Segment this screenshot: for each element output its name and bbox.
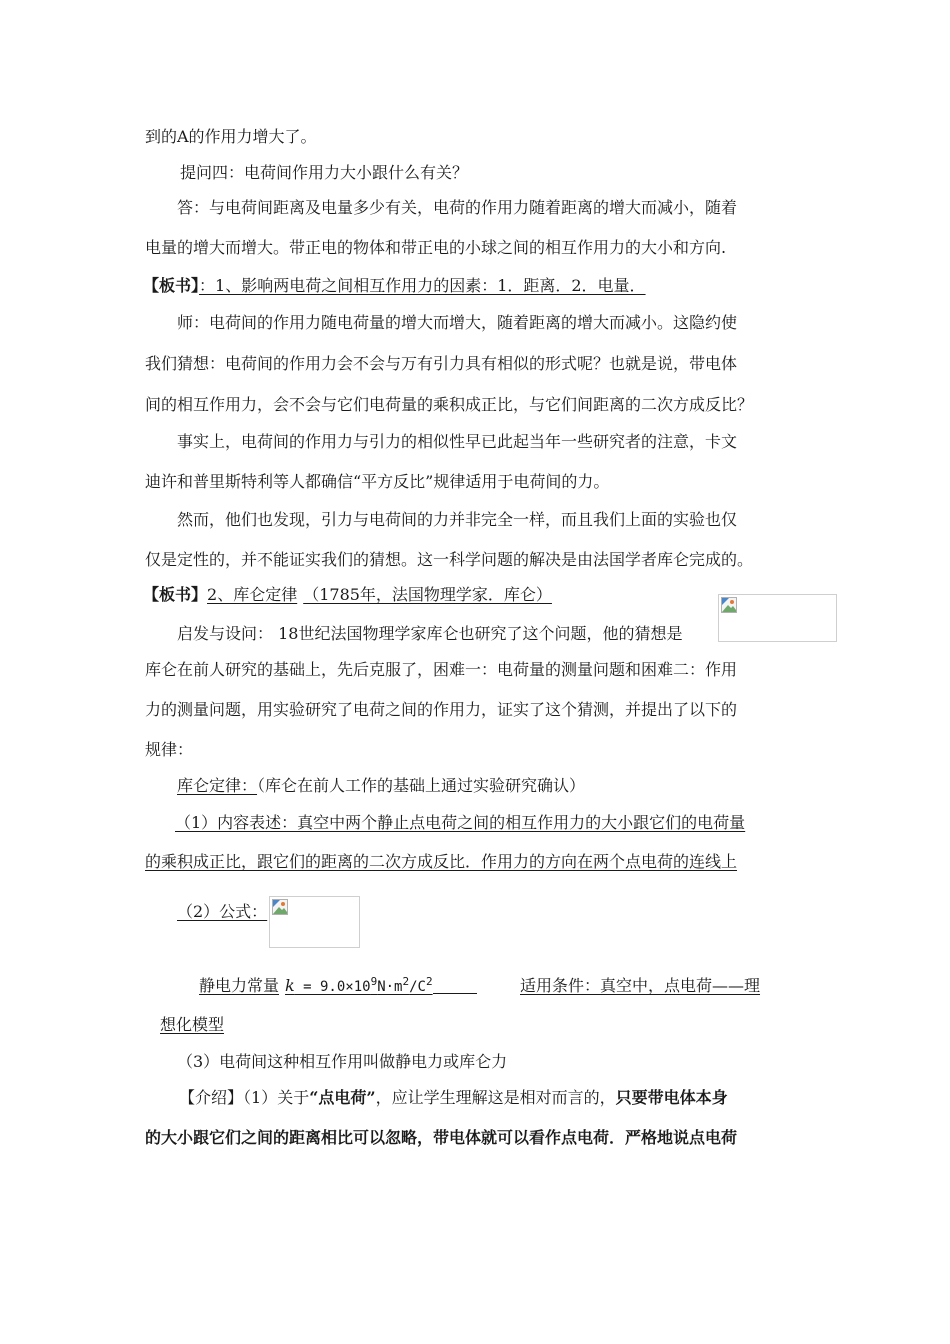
underline-blank bbox=[433, 978, 477, 994]
paragraph-line: 启发与设问： 18世纪法国物理学家库仑也研究了这个问题，他的猜想是 bbox=[177, 624, 683, 643]
formula-image-placeholder bbox=[269, 896, 360, 948]
introduction-line: 【介绍】（1）关于“点电荷”，应让学生理解这是相对而言的，只要带电体本身 bbox=[179, 1088, 728, 1107]
paragraph-line: 我们猜想：电荷间的作用力会不会与万有引力具有相似的形式呢？也就是说，带电体 bbox=[145, 354, 738, 373]
blackboard-tag: 【板书】 bbox=[143, 585, 208, 604]
blackboard-note-1 bbox=[143, 276, 646, 296]
answer-line: 电量的增大而增大。带正电的物体和带正电的小球之间的相互作用力的大小和方向. bbox=[145, 238, 727, 257]
coulomb-note: （1785年，法国物理学家．库仑） bbox=[303, 585, 552, 604]
constant-label: 静电力常量 bbox=[199, 976, 280, 995]
introduction-line-bold: 的大小跟它们之间的距离相比可以忽略，带电体就可以看作点电荷．严格地说点电荷 bbox=[145, 1128, 738, 1147]
image-placeholder bbox=[718, 594, 837, 642]
law-content: 的乘积成正比，跟它们的距离的二次方成反比．作用力的方向在两个点电荷的连线上 bbox=[145, 852, 738, 871]
formula-label: （2）公式： bbox=[177, 902, 268, 921]
point-charge-term: “点电荷” bbox=[309, 1088, 376, 1107]
paragraph-line: 到的A的作用力增大了。 bbox=[145, 127, 317, 146]
broken-image-icon bbox=[272, 899, 288, 915]
paragraph-line: 仅是定性的，并不能证实我们的猜想。这一科学问题的解决是由法国学者库仑完成的。 bbox=[145, 550, 754, 569]
answer-line: 答：与电荷间距离及电量多少有关，电荷的作用力随着距离的增大而减小，随着 bbox=[177, 198, 738, 217]
applicable-conditions-cont: 想化模型 bbox=[160, 1015, 225, 1034]
blackboard-tag: 【板书】 bbox=[143, 276, 200, 295]
teacher-line: 师：电荷间的作用力随电荷量的增大而增大，随着距离的增大而减小。这隐约使 bbox=[177, 313, 738, 332]
intro-tag: 【介绍】 bbox=[179, 1088, 244, 1107]
law-content: （1）内容表述：真空中两个静止点电荷之间的相互作用力的大小跟它们的电荷量 bbox=[175, 813, 746, 832]
applicable-conditions: 适用条件：真空中，点电荷——理 bbox=[520, 976, 761, 995]
paragraph-line: 间的相互作用力，会不会与它们电荷量的乘积成正比，与它们间距离的二次方成反比？ bbox=[145, 395, 754, 414]
blackboard-note-2 bbox=[143, 585, 552, 605]
broken-image-icon bbox=[721, 597, 737, 613]
paragraph-line: 规律： bbox=[145, 740, 194, 759]
constant-symbol: k bbox=[285, 976, 295, 995]
paragraph-line: （3）电荷间这种相互作用叫做静电力或库仑力 bbox=[177, 1052, 508, 1071]
blackboard-text: ：1、影响两电荷之间相互作用力的因素：1．距离．2．电量． bbox=[199, 276, 646, 295]
coulomb-law-line bbox=[177, 776, 585, 796]
constant-value: = $9.0\times 10^9N\cdot m^2/C^2$ bbox=[294, 975, 433, 995]
paragraph-line: 然而，他们也发现，引力与电荷间的力并非完全一样，而且我们上面的实验也仅 bbox=[177, 510, 738, 529]
coulomb-law-heading: 2、库仑定律 bbox=[207, 585, 298, 604]
constant-line bbox=[199, 976, 477, 997]
question-four: 提问四：电荷间作用力大小跟什么有关？ bbox=[180, 163, 469, 182]
coulomb-law-label: 库仑定律： bbox=[177, 776, 258, 795]
paragraph-line: 事实上，电荷间的作用力与引力的相似性早已此起当年一些研究者的注意，卡文 bbox=[177, 432, 738, 451]
coulomb-law-note: （库仑在前人工作的基础上通过实验研究确认） bbox=[257, 776, 586, 795]
paragraph-line: 库仑在前人研究的基础上，先后克服了，困难一：电荷量的测量问题和困难二：作用 bbox=[145, 660, 738, 679]
paragraph-line: 迪许和普里斯特利等人都确信“平方反比”规律适用于电荷间的力。 bbox=[145, 472, 610, 491]
paragraph-line: 力的测量问题，用实验研究了电荷之间的作用力，证实了这个猜测，并提出了以下的 bbox=[145, 700, 738, 719]
